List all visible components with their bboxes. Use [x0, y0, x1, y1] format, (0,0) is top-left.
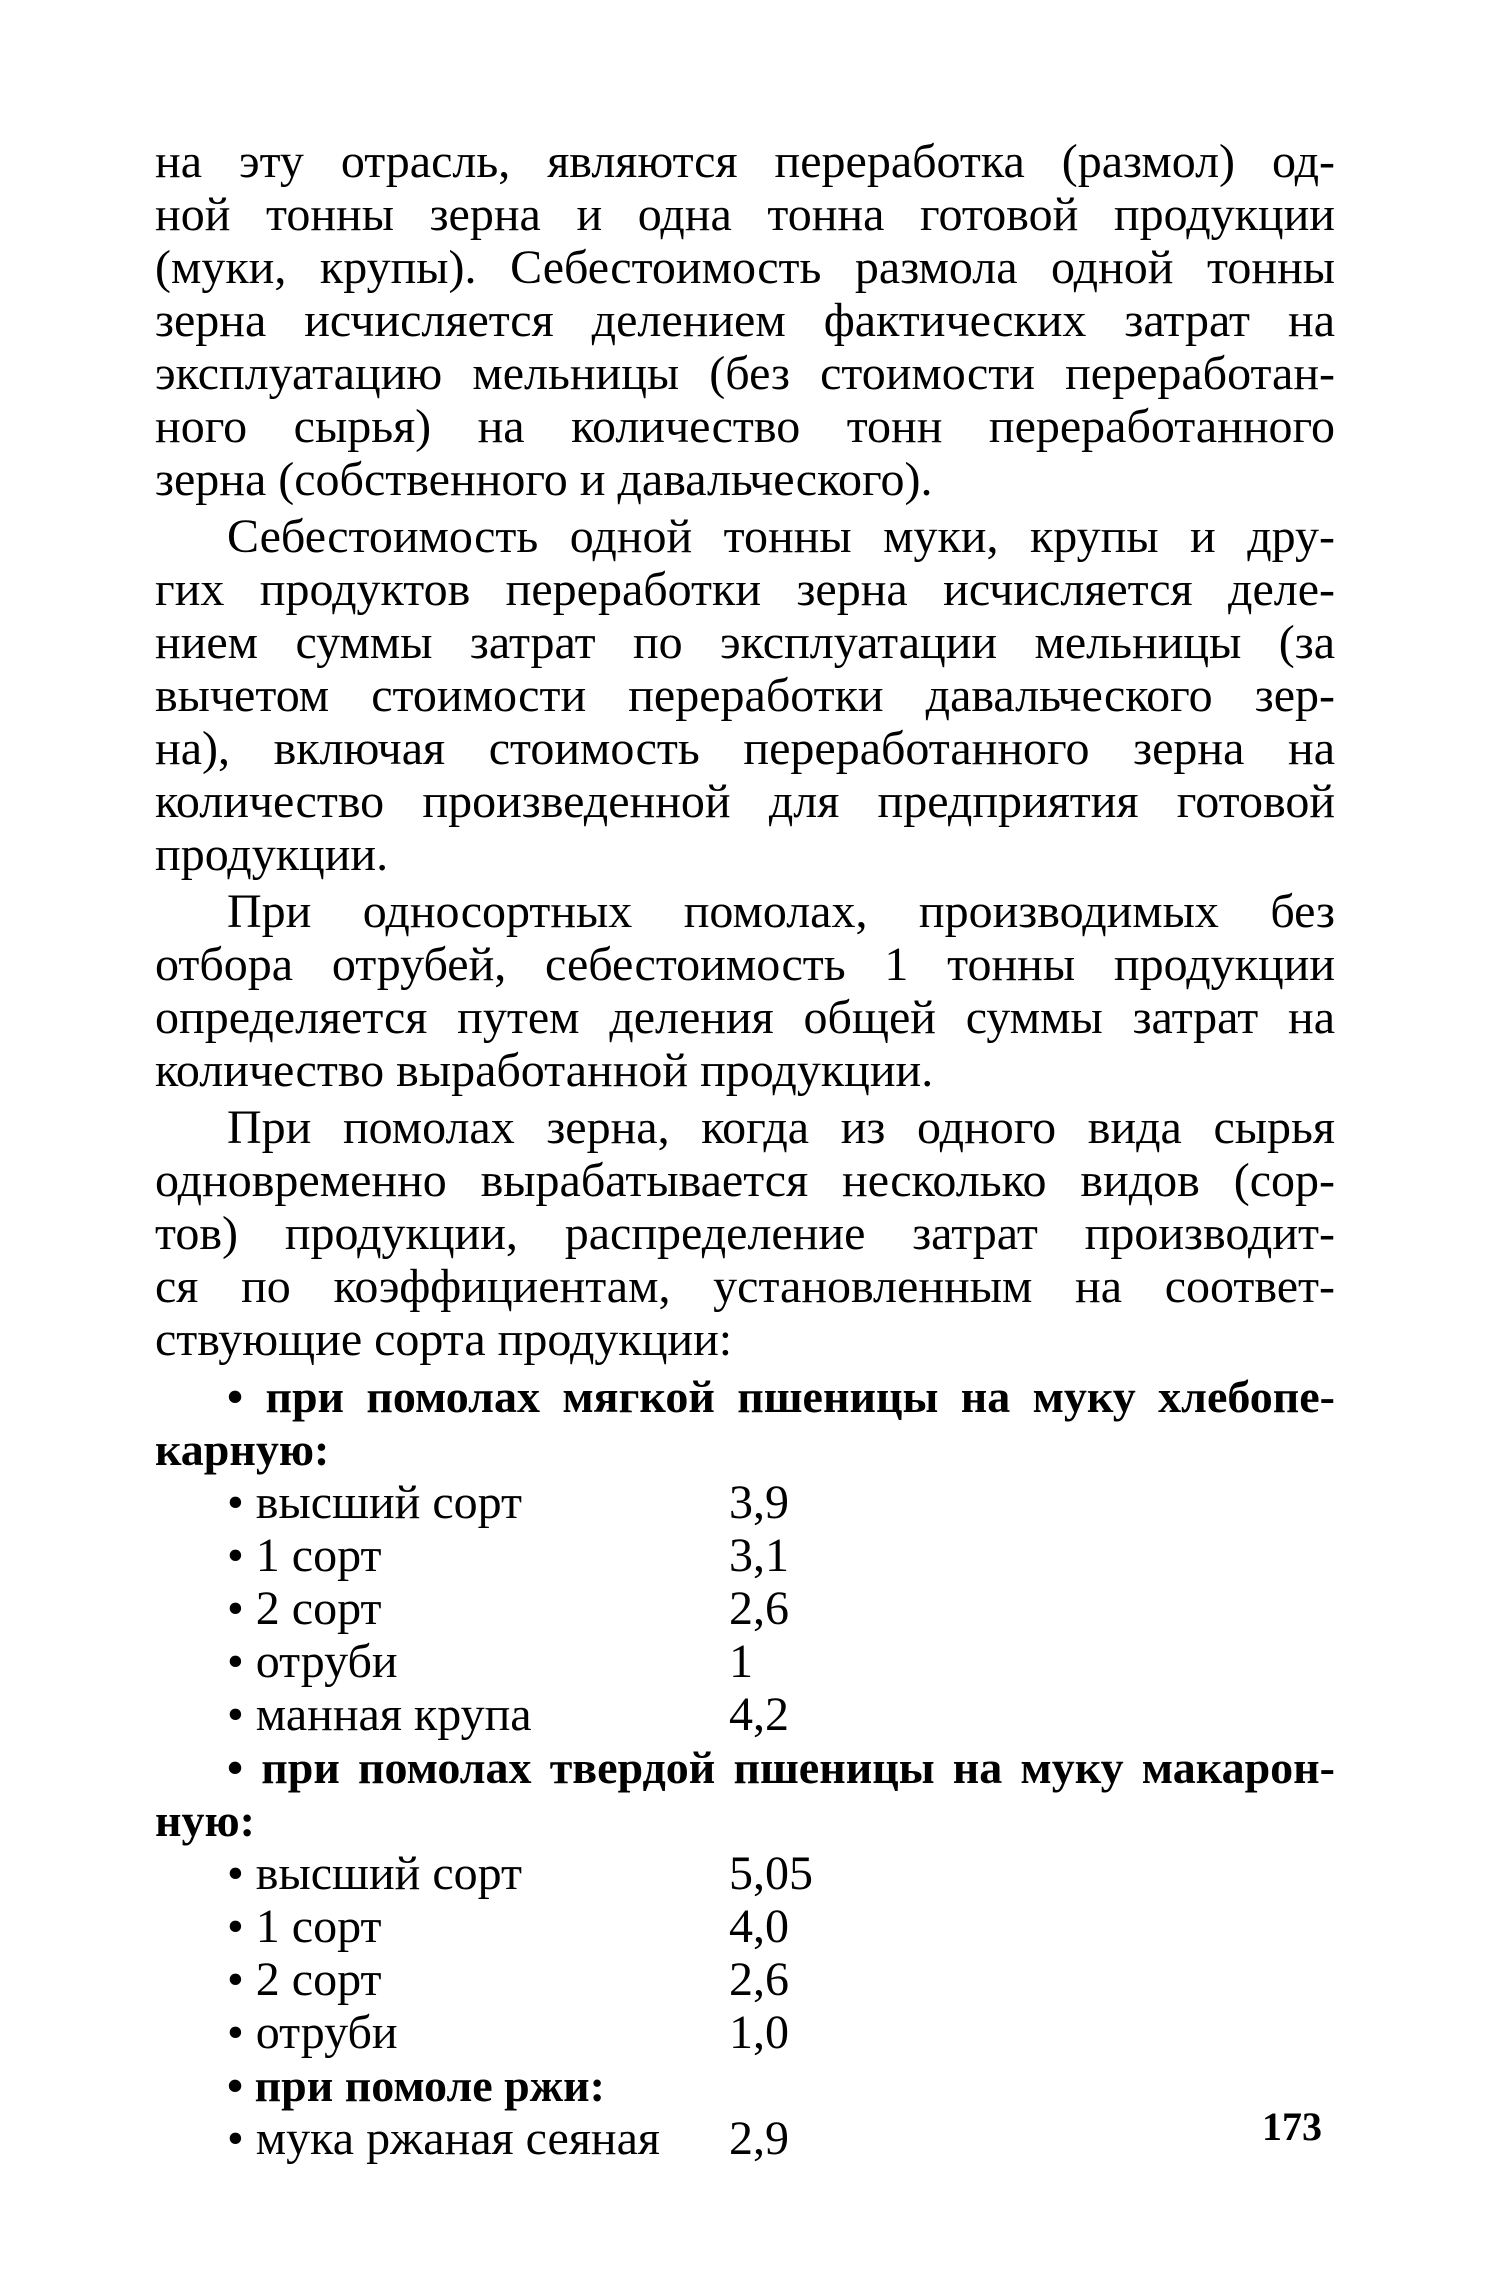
text-line: зерна исчисляется делением фактических затрат на	[155, 294, 1335, 347]
item-label: • отруби	[227, 1635, 398, 1688]
item-value: 2,6	[729, 1953, 789, 2006]
text-line: эксплуатацию мельницы (без стоимости переработан-	[155, 347, 1335, 400]
text-line: отбора отрубей, себестоимость 1 тонны продукции	[155, 938, 1335, 991]
text-line: на), включая стоимость переработанного зерна на	[155, 722, 1335, 775]
item-value: 4,2	[729, 1688, 789, 1741]
text-line: одновременно вырабатывается несколько видов (сор-	[155, 1154, 1335, 1207]
text-line: ного сырья) на количество тонн переработанного	[155, 400, 1335, 453]
group-heading-rye	[155, 2059, 1335, 2112]
paragraph-1	[155, 135, 1335, 506]
item-value: 5,05	[729, 1847, 813, 1900]
text-line: нием суммы затрат по эксплуатации мельницы (за	[155, 616, 1335, 669]
text-line: зерна (собственного и давальческого).	[155, 453, 933, 506]
page-number: 173	[1262, 2104, 1322, 2149]
item-label: • мука ржаная сеяная	[227, 2112, 660, 2165]
text-line: ной тонны зерна и одна тонна готовой продукции	[155, 188, 1335, 241]
item-label: • манная крупа	[227, 1688, 532, 1741]
item-label: • отруби	[227, 2006, 398, 2059]
list-item	[155, 1953, 1335, 2006]
list-item	[155, 1476, 1335, 1529]
text-line: тов) продукции, распределение затрат производит-	[155, 1207, 1335, 1260]
text-line: Себестоимость одной тонны муки, крупы и дру-	[227, 510, 1335, 563]
item-value: 2,6	[729, 1582, 789, 1635]
text-line: определяется путем деления общей суммы затрат на	[155, 991, 1335, 1044]
paragraph-4	[155, 1101, 1335, 1366]
coefficient-list-durum-wheat	[155, 1847, 1335, 2059]
text-line: гих продуктов переработки зерна исчисляется деле-	[155, 563, 1335, 616]
item-value: 1	[729, 1635, 753, 1688]
item-value: 4,0	[729, 1900, 789, 1953]
page-body	[155, 135, 1335, 2165]
text-line: на эту отрасль, являются переработка (размол) од-	[155, 135, 1335, 188]
text-line: ствующие сорта продукции:	[155, 1313, 733, 1366]
heading-line: • при помолах мягкой пшеницы на муку хлебопе-	[227, 1371, 1335, 1422]
group-heading-soft-wheat	[155, 1370, 1335, 1476]
paragraph-3	[155, 885, 1335, 1097]
text-line: ся по коэффициентам, установленным на соответ-	[155, 1260, 1335, 1313]
text-line: вычетом стоимости переработки давальческого зер-	[155, 669, 1335, 722]
heading-line: ную:	[155, 1795, 255, 1846]
coefficient-list-soft-wheat	[155, 1476, 1335, 1741]
list-item	[155, 2006, 1335, 2059]
list-item	[155, 1582, 1335, 1635]
list-item	[155, 2112, 1335, 2165]
text-line: При помолах зерна, когда из одного вида сырья	[227, 1101, 1335, 1154]
item-value: 1,0	[729, 2006, 789, 2059]
list-item	[155, 1529, 1335, 1582]
text-line: количество произведенной для предприятия готовой	[155, 775, 1335, 828]
heading-line: карную:	[155, 1424, 330, 1475]
text-line: продукции.	[155, 828, 389, 881]
item-value: 3,9	[729, 1476, 789, 1529]
item-value: 3,1	[729, 1529, 789, 1582]
item-value: 2,9	[729, 2112, 789, 2165]
coefficient-list-rye	[155, 2112, 1335, 2165]
item-label: • высший сорт	[227, 1476, 523, 1529]
list-item	[155, 1900, 1335, 1953]
item-label: • 2 сорт	[227, 1582, 382, 1635]
item-label: • 1 сорт	[227, 1529, 382, 1582]
list-item	[155, 1847, 1335, 1900]
item-label: • высший сорт	[227, 1847, 523, 1900]
heading-line: • при помоле ржи:	[227, 2060, 605, 2111]
item-label: • 2 сорт	[227, 1953, 382, 2006]
list-item	[155, 1688, 1335, 1741]
text-line: При односортных помолах, производимых без	[227, 885, 1335, 938]
item-label: • 1 сорт	[227, 1900, 382, 1953]
paragraph-2	[155, 510, 1335, 881]
list-item	[155, 1635, 1335, 1688]
text-line: количество выработанной продукции.	[155, 1044, 934, 1097]
text-line: (муки, крупы). Себестоимость размола одной тонны	[155, 241, 1335, 294]
group-heading-durum-wheat	[155, 1741, 1335, 1847]
heading-line: • при помолах твердой пшеницы на муку макарон-	[227, 1742, 1335, 1793]
